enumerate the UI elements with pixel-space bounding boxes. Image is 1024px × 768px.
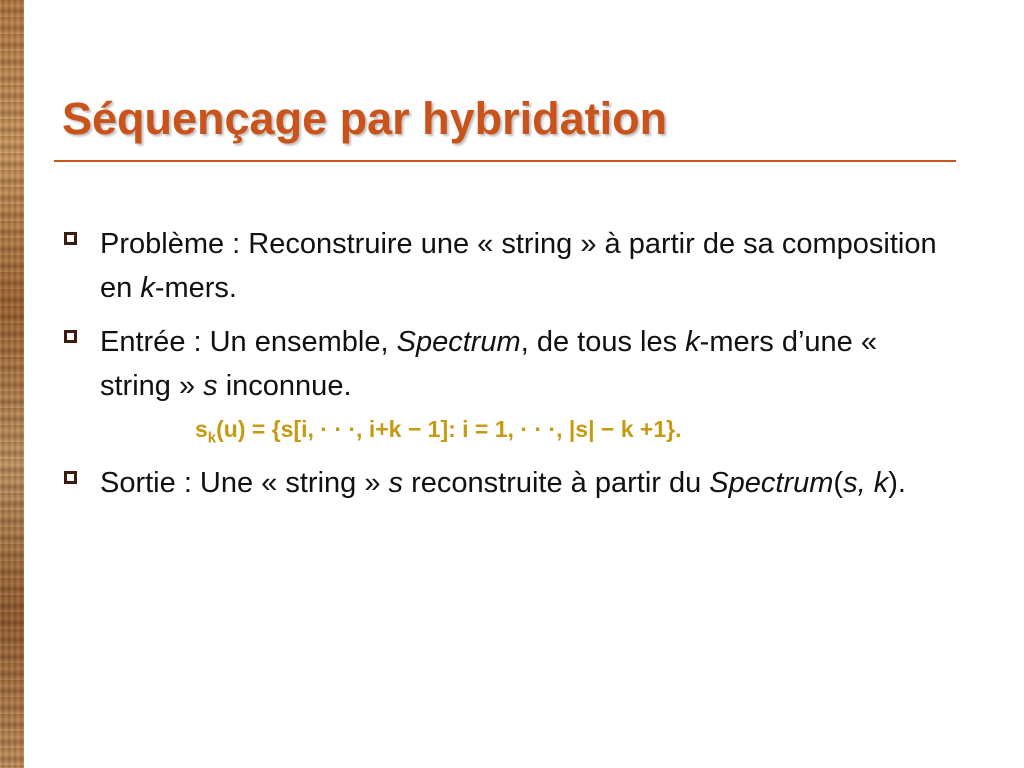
square-bullet-icon bbox=[64, 232, 77, 245]
bullet-probleme bbox=[64, 222, 944, 310]
spectrum-formula: $s_k(u) = \{s[i$, · · ·, i+k − 1]: i = 1, · · ·, |s| − k +1}. bbox=[195, 416, 682, 447]
bullet-entree bbox=[64, 320, 944, 408]
square-bullet-icon bbox=[64, 330, 77, 343]
bullet-text: Entrée : Un ensemble, Spectrum, de tous les k-mers d’une « string » s inconnue. bbox=[100, 326, 877, 402]
bullet-text: Sortie : Une « string » s reconstruite à partir du Spectrum(s, k). bbox=[100, 467, 906, 499]
bullet-text: Problème : Reconstruire une « string » à partir de sa composition en k-mers. bbox=[100, 228, 937, 304]
title-underline bbox=[54, 160, 956, 162]
square-bullet-icon bbox=[64, 471, 77, 484]
slide-title: Séquençage par hybridation bbox=[62, 93, 668, 144]
decorative-left-strip bbox=[0, 0, 24, 768]
bullet-sortie bbox=[64, 461, 944, 505]
